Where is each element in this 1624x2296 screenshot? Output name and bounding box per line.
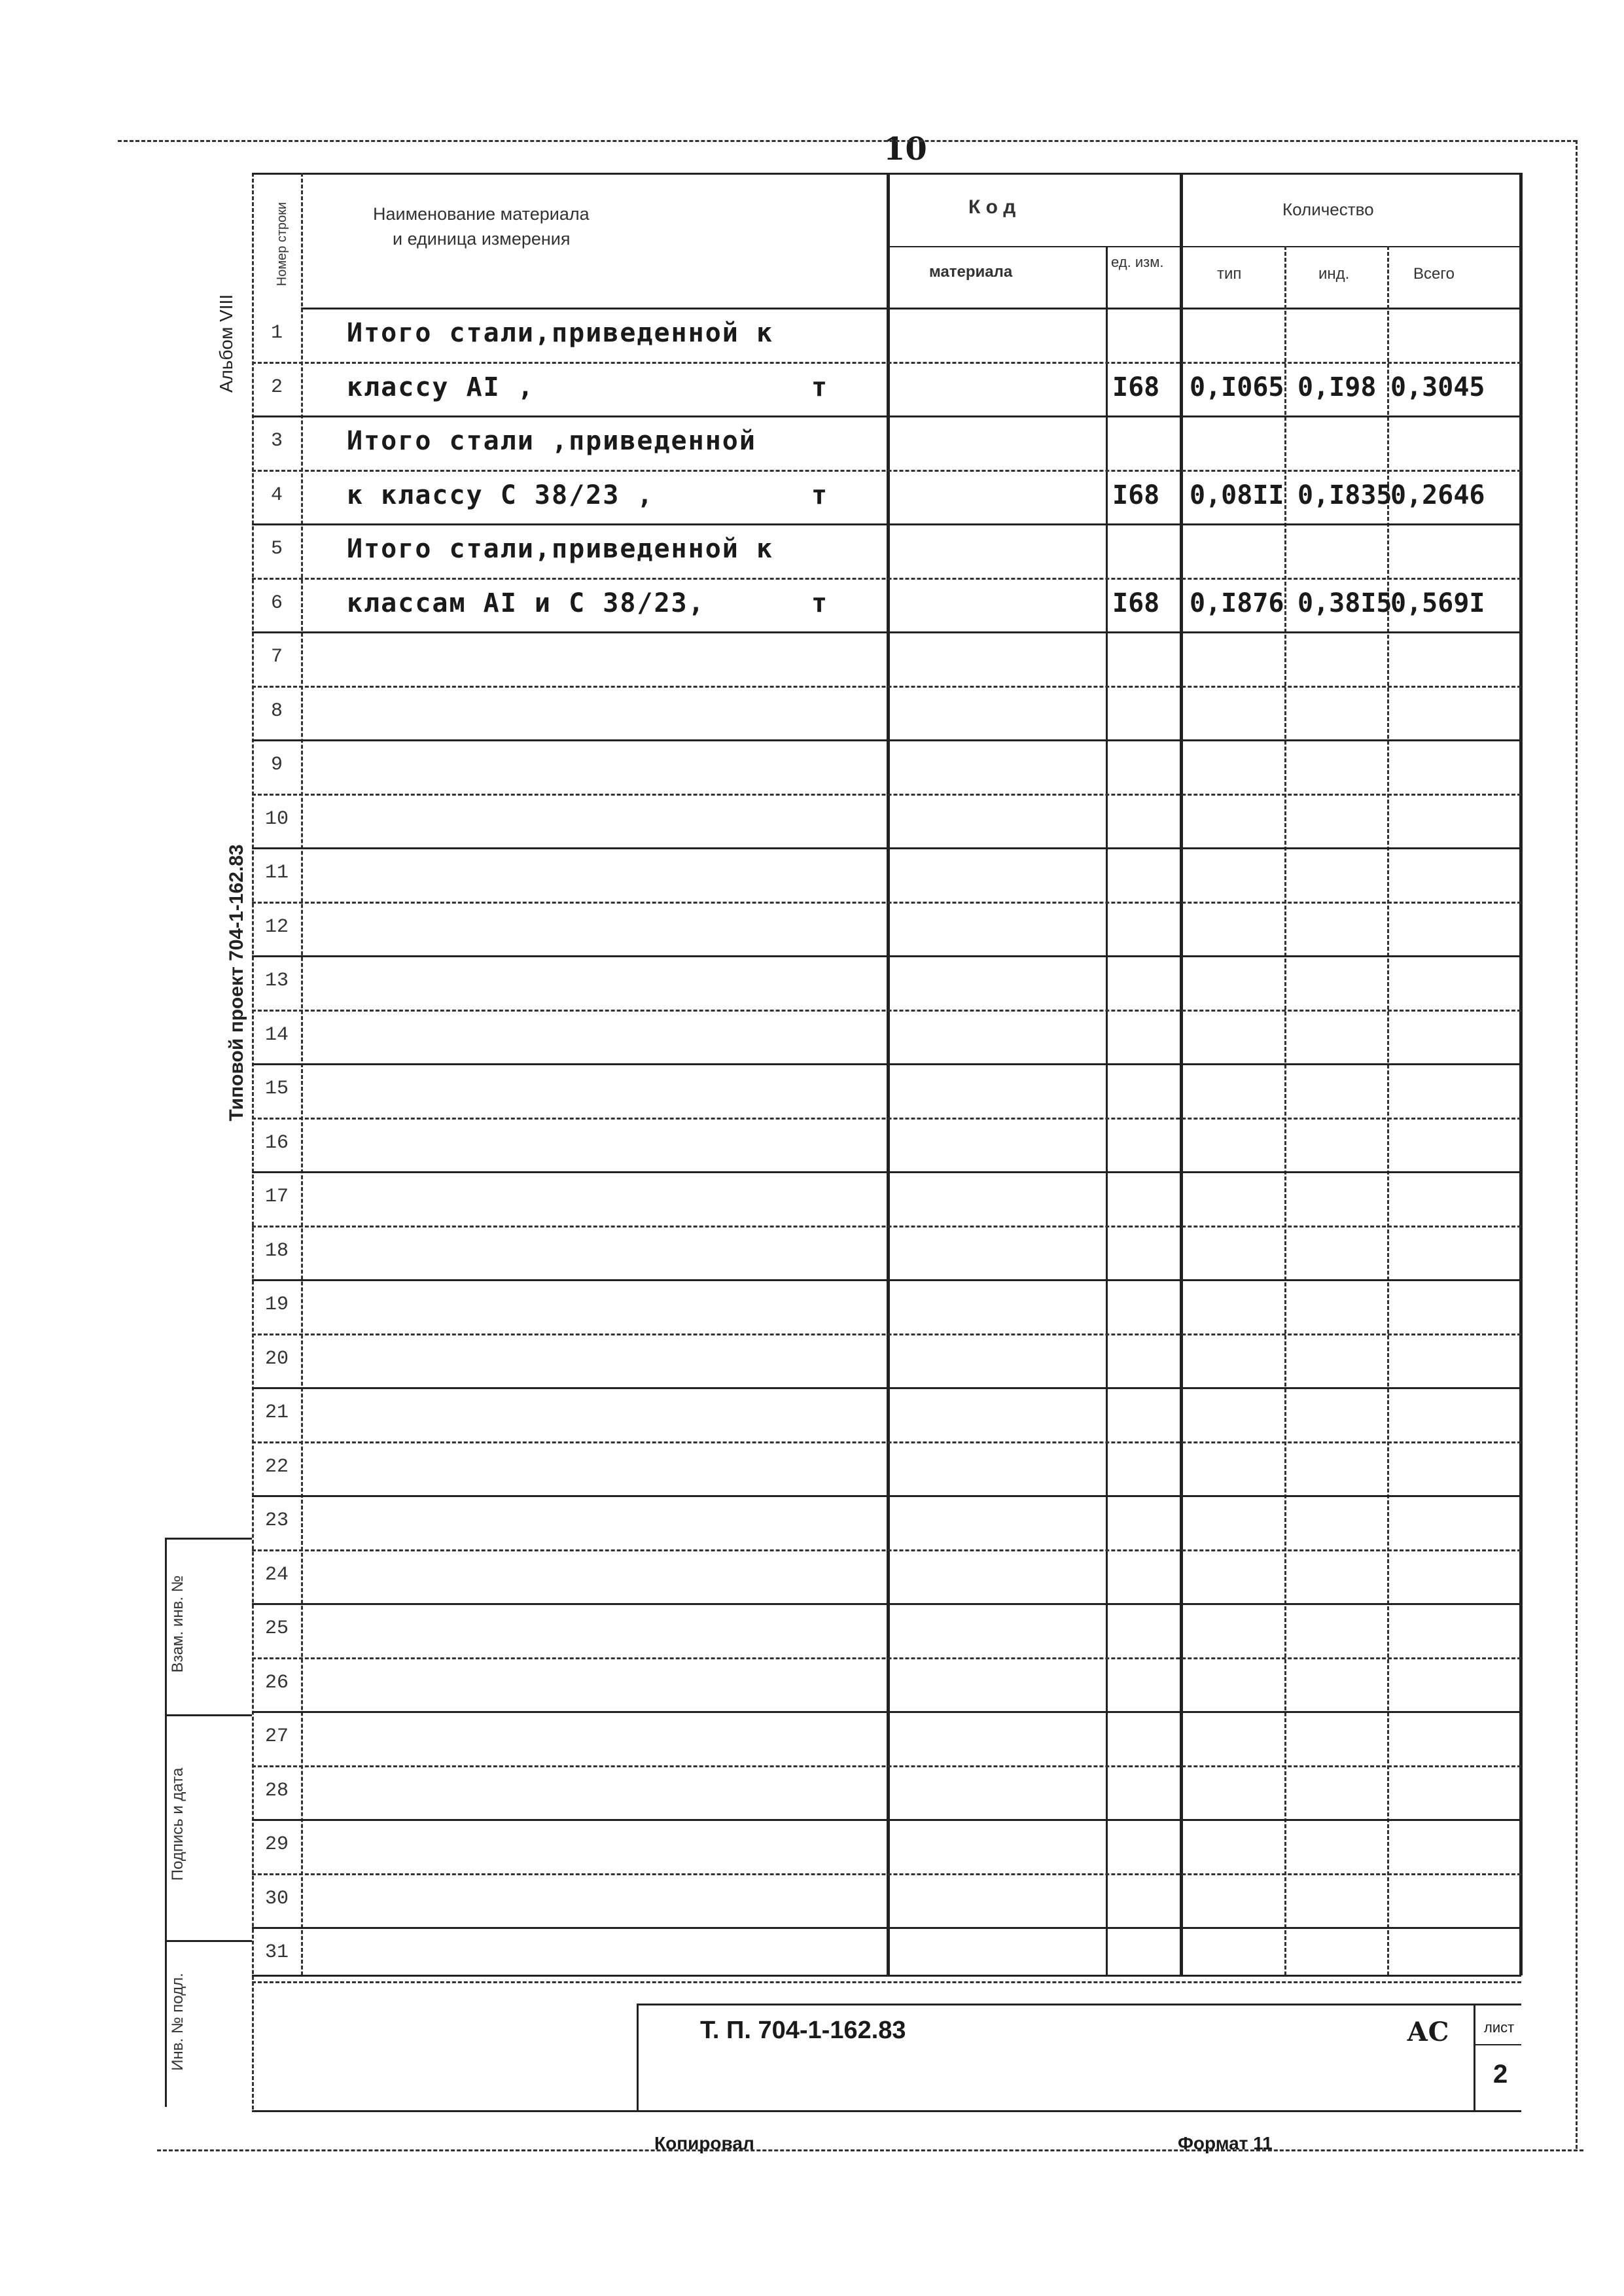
row-number: 20 bbox=[264, 1347, 289, 1370]
row-number: 27 bbox=[264, 1725, 289, 1748]
sheet-label: лист bbox=[1484, 2019, 1515, 2036]
row-separator bbox=[252, 794, 1521, 796]
row-number: 9 bbox=[270, 754, 283, 776]
row-separator bbox=[252, 1279, 1521, 1281]
row-number: 19 bbox=[264, 1294, 289, 1316]
row-separator bbox=[252, 1063, 1521, 1065]
copied-by-label: Копировал bbox=[654, 2133, 754, 2153]
row-number: 28 bbox=[264, 1779, 289, 1802]
stamp-signature-date: Подпись и дата bbox=[169, 1767, 186, 1881]
row-separator bbox=[252, 1981, 1521, 1983]
page-number: 10 bbox=[883, 131, 927, 168]
header-row-no: Номер строки bbox=[275, 202, 289, 287]
header-bottom-line bbox=[301, 308, 1521, 309]
code-mid-line bbox=[1106, 246, 1108, 1975]
row-separator bbox=[252, 1171, 1521, 1173]
row-unit: т bbox=[811, 372, 828, 402]
row-separator bbox=[252, 470, 1521, 472]
row-separator bbox=[252, 955, 1521, 957]
row-separator bbox=[252, 362, 1521, 364]
row-qty-ind: 0,I835 bbox=[1297, 480, 1392, 510]
row-qty-tip: 0,I065 bbox=[1190, 372, 1284, 402]
row-separator bbox=[252, 1441, 1521, 1443]
row-qty-total: 0,3045 bbox=[1390, 372, 1485, 402]
row-name: Итого стали ,приведенной bbox=[347, 426, 756, 456]
row-unit: т bbox=[811, 480, 828, 510]
project-label: Типовой проект 704-1-162.83 bbox=[226, 844, 247, 1122]
row-number: 29 bbox=[264, 1833, 289, 1856]
titleblock-left-line bbox=[637, 2004, 639, 2110]
row-number: 12 bbox=[264, 915, 289, 938]
row-number: 1 bbox=[270, 322, 283, 344]
row-separator bbox=[252, 1927, 1521, 1929]
row-separator bbox=[252, 1495, 1521, 1497]
row-unit: т bbox=[811, 588, 828, 618]
row-unit-code: I68 bbox=[1112, 372, 1160, 402]
row-separator bbox=[252, 1711, 1521, 1713]
sheet-box-line bbox=[1474, 2004, 1475, 2110]
row-separator bbox=[252, 523, 1521, 525]
header-code-group: К о д bbox=[968, 196, 1016, 218]
row-qty-ind: 0,I98 bbox=[1297, 372, 1377, 402]
stage-mark: АС bbox=[1407, 2017, 1449, 2047]
header-code-material: материала bbox=[929, 263, 1013, 281]
header-mid-line bbox=[887, 246, 1521, 247]
row-number: 18 bbox=[264, 1239, 289, 1262]
top-border-line bbox=[118, 140, 1577, 142]
bottom-border-line bbox=[157, 2149, 1583, 2151]
titleblock-top-line bbox=[637, 2004, 1521, 2005]
row-separator bbox=[252, 1765, 1521, 1767]
row-name: к классу С 38/23 , bbox=[347, 480, 654, 510]
rownum-col-line bbox=[301, 173, 303, 1975]
row-number: 30 bbox=[264, 1887, 289, 1910]
row-name: классам AI и С 38/23, bbox=[347, 588, 705, 618]
project-code: Т. П. 704-1-162.83 bbox=[700, 2017, 906, 2044]
row-separator bbox=[252, 631, 1521, 633]
row-separator bbox=[252, 415, 1521, 417]
row-separator bbox=[252, 1118, 1521, 1120]
row-unit-code: I68 bbox=[1112, 588, 1160, 618]
row-qty-total: 0,2646 bbox=[1390, 480, 1485, 510]
row-number: 13 bbox=[264, 970, 289, 992]
right-border-line bbox=[1576, 140, 1578, 2149]
row-number: 10 bbox=[264, 807, 289, 830]
header-name-line1: Наименование материала bbox=[373, 204, 590, 224]
row-separator bbox=[252, 1387, 1521, 1389]
format-label: Формат 11 bbox=[1178, 2133, 1273, 2153]
row-number: 23 bbox=[264, 1510, 289, 1532]
sheet-number: 2 bbox=[1493, 2060, 1508, 2089]
qty-mid-line-1 bbox=[1284, 246, 1286, 1975]
footer-bottom-line bbox=[252, 2110, 1521, 2112]
row-separator bbox=[252, 1873, 1521, 1875]
row-separator bbox=[252, 1333, 1521, 1335]
header-qty-group: Количество bbox=[1282, 200, 1374, 219]
row-separator bbox=[252, 1657, 1521, 1659]
row-qty-ind: 0,38I5 bbox=[1297, 588, 1392, 618]
row-number: 3 bbox=[270, 430, 283, 452]
row-separator bbox=[252, 847, 1521, 849]
row-number: 31 bbox=[264, 1941, 289, 1964]
row-separator bbox=[252, 1226, 1521, 1227]
row-separator bbox=[252, 686, 1521, 688]
row-separator bbox=[252, 578, 1521, 580]
row-number: 5 bbox=[270, 538, 283, 560]
header-qty-total: Всего bbox=[1413, 265, 1455, 283]
header-name-line2: и единица измерения bbox=[393, 229, 571, 249]
row-name: классу AI , bbox=[347, 372, 535, 402]
row-number: 22 bbox=[264, 1455, 289, 1478]
header-qty-ind: инд. bbox=[1318, 265, 1350, 283]
row-separator bbox=[252, 1603, 1521, 1605]
row-qty-tip: 0,I876 bbox=[1190, 588, 1284, 618]
row-separator bbox=[252, 1819, 1521, 1821]
row-number: 16 bbox=[264, 1131, 289, 1154]
row-name: Итого стали,приведенной к bbox=[347, 318, 774, 348]
row-number: 6 bbox=[270, 592, 283, 614]
stamp-inv-orig: Инв. № подл. bbox=[169, 1973, 186, 2071]
row-number: 24 bbox=[264, 1563, 289, 1586]
row-unit-code: I68 bbox=[1112, 480, 1160, 510]
name-col-line bbox=[887, 173, 890, 1975]
row-number: 26 bbox=[264, 1671, 289, 1694]
row-name: Итого стали,приведенной к bbox=[347, 534, 774, 564]
row-qty-total: 0,569I bbox=[1390, 588, 1485, 618]
stamp-replace-inv: Взам. инв. № bbox=[169, 1575, 186, 1673]
row-number: 2 bbox=[270, 376, 283, 398]
row-separator bbox=[252, 739, 1521, 741]
row-number: 17 bbox=[264, 1186, 289, 1208]
row-separator bbox=[252, 1010, 1521, 1012]
header-code-unit: ед. изм. bbox=[1111, 254, 1164, 270]
side-stamp-line bbox=[165, 1538, 167, 2107]
row-number: 15 bbox=[264, 1078, 289, 1100]
album-label: Альбом VIII bbox=[216, 294, 236, 393]
row-number: 4 bbox=[270, 484, 283, 506]
row-number: 14 bbox=[264, 1023, 289, 1046]
footer-top-line bbox=[252, 1975, 1521, 1977]
code-col-line bbox=[1180, 173, 1183, 1975]
row-number: 8 bbox=[270, 699, 283, 722]
row-number: 21 bbox=[264, 1402, 289, 1424]
row-number: 11 bbox=[264, 862, 289, 884]
row-number: 7 bbox=[270, 646, 283, 668]
header-qty-tip: тип bbox=[1217, 265, 1242, 283]
row-qty-tip: 0,08II bbox=[1190, 480, 1284, 510]
table-right-line bbox=[1519, 173, 1523, 1975]
row-separator bbox=[252, 1549, 1521, 1551]
row-separator bbox=[252, 902, 1521, 904]
row-number: 25 bbox=[264, 1617, 289, 1640]
